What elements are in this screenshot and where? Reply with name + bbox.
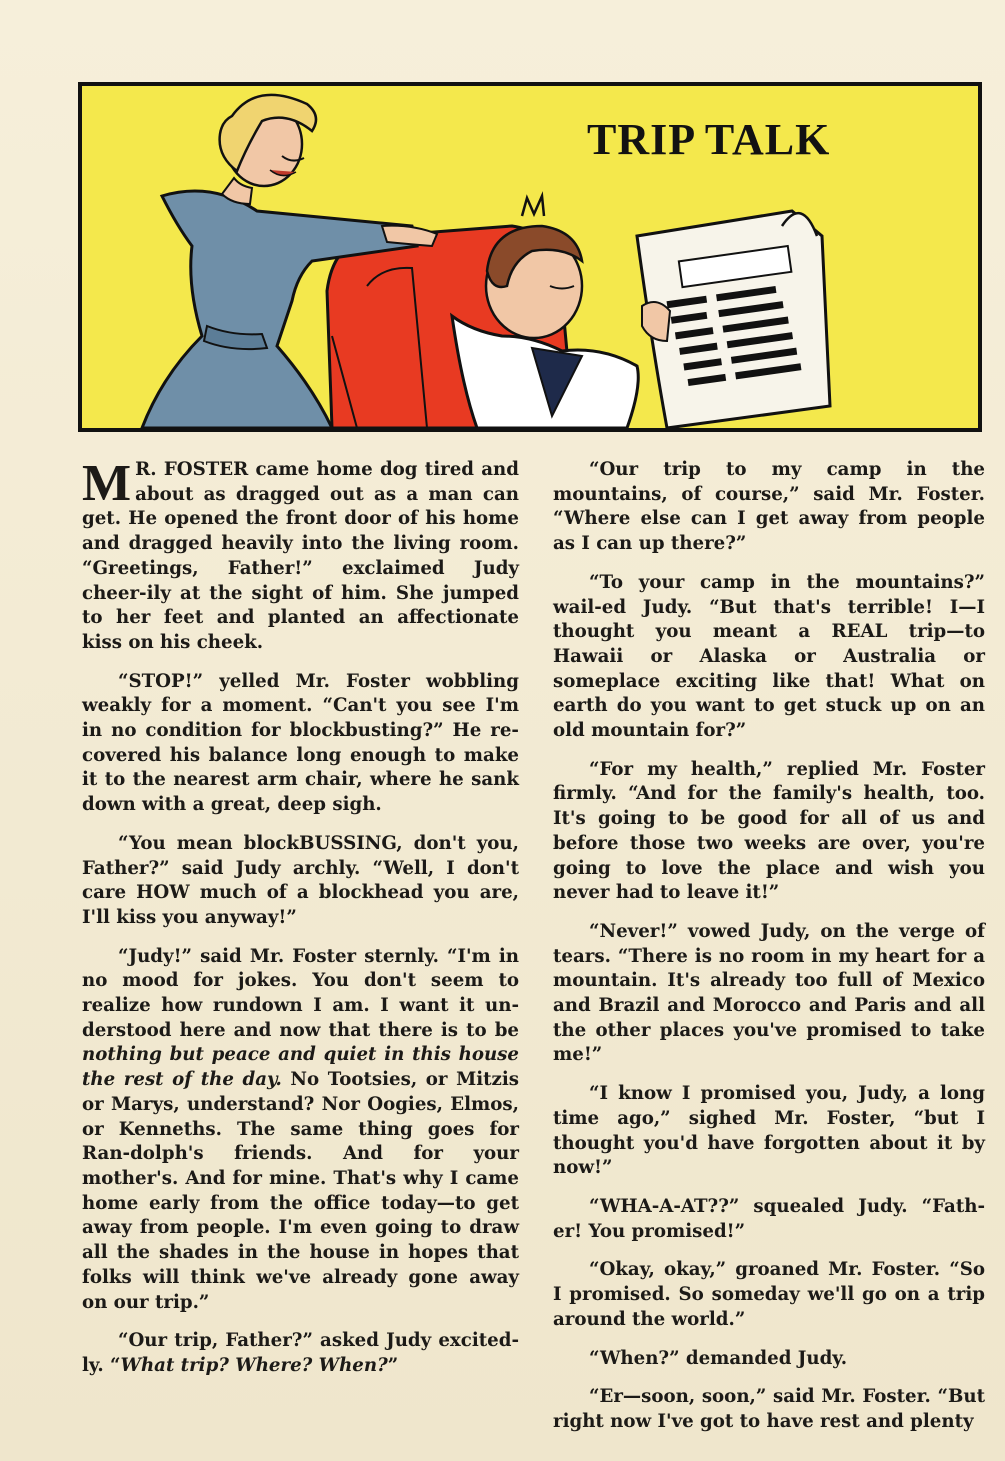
paragraph: M R. FOSTER came home dog tired and about as dragged out as a man can get. He opened the front door of his home and dragged heavily into the living room. “Greetings, Father!” exclaimed Judy cheer-ily at the sight of him. She jumped to her feet and planted an affectionate kiss on his cheek. [82,455,519,653]
paragraph: “Never!” vowed Judy, on the verge of tears. “There is no room in my heart for a mountain. It's already too full of Mexico and Brazil and Morocco and Paris and all the other places you've promised to take me!” [553,920,985,1066]
drop-cap: M [82,455,132,512]
paragraph: “Okay, okay,” groaned Mr. Foster. “So I promised. So someday we'll go on a trip around the world.” [553,1259,985,1330]
paragraph: “To your camp in the mountains?” wail-ed Judy. “But that's terrible! I—I thought you meant a REAL trip—to Hawaii or Alaska or Australia or someplace exciting like that! What on earth do you want to get stuck up on an old mountain for?” [553,571,985,742]
paragraph: “When?” demanded Judy. [589,1347,848,1369]
paragraph: “You mean blockBUSSING, don't you, Father?” said Judy archly. “Well, I don't care HOW much of a blockhead you are, I'll kiss you anyway!” [82,832,519,928]
paragraph: “I know I promised you, Judy, a long time ago,” sighed Mr. Foster, “but I thought you'd have forgotten about it by now!” [553,1083,985,1179]
paragraph: “For my health,” replied Mr. Foster firmly. “And for the family's health, too. It's going to be good for all of us and before those two weeks are over, you're going to love the place and wish you never had to leave it!” [553,758,985,904]
story-column-left [82,455,519,1393]
story-column-right [553,458,985,1449]
paragraph: “Our trip to my camp in the mountains, of course,” said Mr. Foster. “Where else can I get away from people as I can up there?” [553,459,985,555]
paragraph: “STOP!” yelled Mr. Foster wobbling weakly for a moment. “Can't you see I'm in no condition for blockbusting?” He re-covered his balance long enough to make it to the nearest arm chair, where he sank down with a great, deep sigh. [82,670,519,816]
paragraph: “Judy!” said Mr. Foster sternly. “I'm in no mood for jokes. You don't seem to realize how rundown I am. I want it un-derstood here and now that there is to be nothing but peace and quiet in this house the rest of the day. No Tootsies, or Mitzis or Marys, understand? Nor Oogies, Elmos, or Kenneths. The same thing goes for Ran-dolph's friends. And for your mother's. And for mine. That's why I came home early from the office today—to get away from people. I'm even going to draw all the shades in the house in hopes that folks will think we've already gone away on our trip.” [82,945,519,1313]
paragraph: “WHA-A-AT??” squealed Judy. “Fath-er! You promised!” [553,1195,985,1242]
title-panel [78,82,982,432]
paragraph: “Our trip, Father?” asked Judy excited-ly. “What trip? Where? When?” [82,1330,519,1376]
panel-title: TRIP TALK [587,115,831,164]
paragraph: “Er—soon, soon,” said Mr. Foster. “But right now I've got to have rest and plenty [553,1386,985,1432]
